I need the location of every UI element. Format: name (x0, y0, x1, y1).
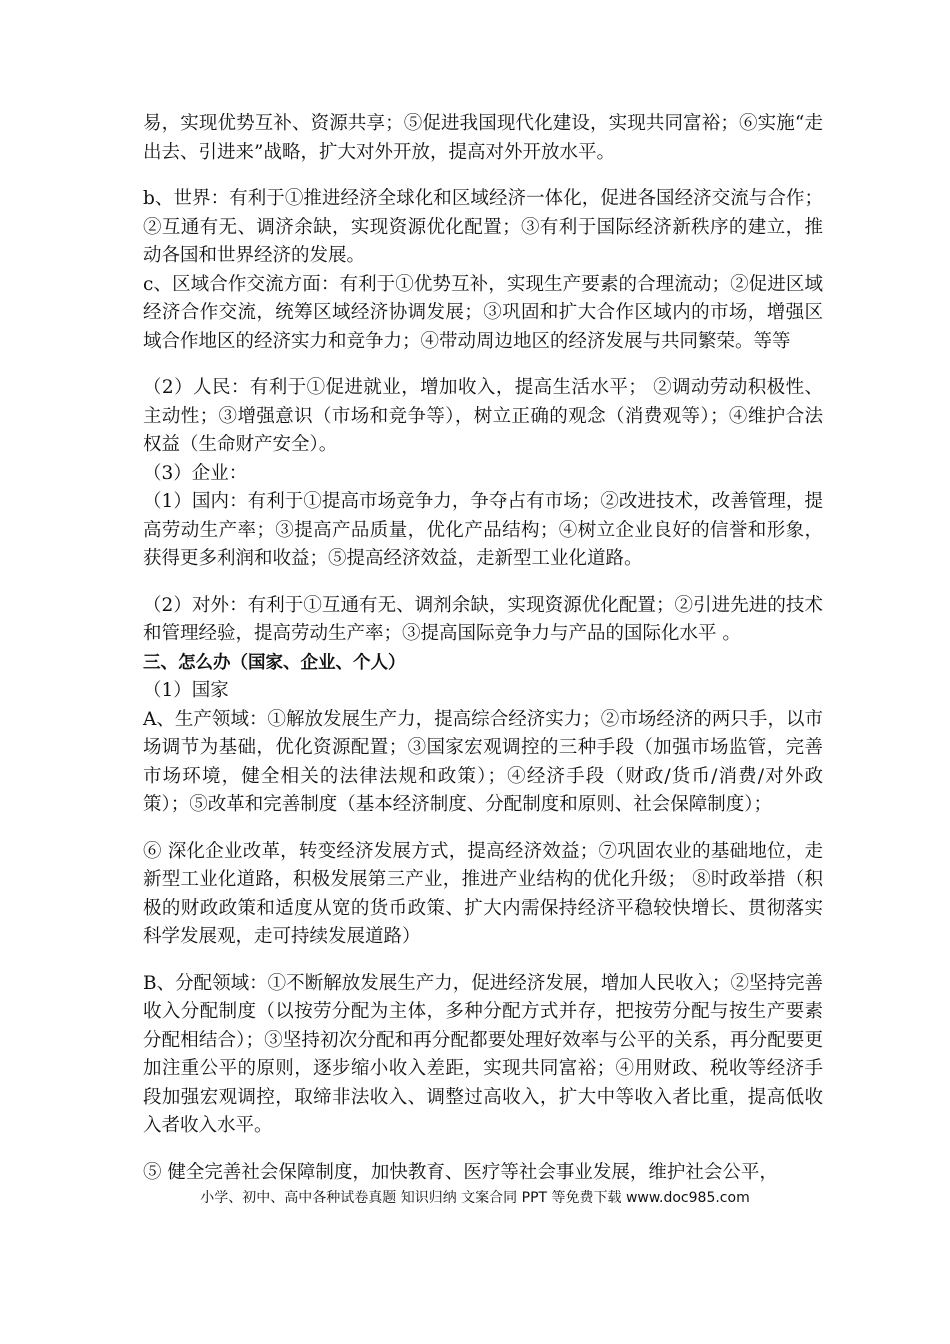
paragraph-reform-measures: ⑥ 深化企业改革，转变经济发展方式，提高经济效益；⑦巩固农业的基础地位，走新型工业化道路，积极发展第三产业，推进产业结构的优化升级； ⑧时政举措（积极的财政政策和适度从宽的货币政策、扩大内需保持经济平稳较快增长、贯彻落实科学发展观，走可持续发展道路） (143, 840, 823, 947)
paragraph-enterprise-foreign: （2）对外：有利于①互通有无、调剂余缺，实现资源优化配置；②引进先进的技术和管理经验，提高劳动生产率；③提高国际竞争力与产品的国际化水平 。 (143, 594, 823, 644)
document-body (143, 110, 823, 1187)
paragraph-social-security: ⑤ 健全完善社会保障制度，加快教育、医疗等社会事业发展，维护社会公平， (143, 1161, 778, 1183)
section-heading-what-to-do: 三、怎么办（国家、企业、个人） (143, 652, 406, 673)
paragraph-production-field: A、生产领域：①解放发展生产力，提高综合经济实力；②市场经济的两只手，以市场调节为基础，优化资源配置；③国家宏观调控的三种手段（加强市场监管，完善市场环境，健全相关的法律法规和政策）；④经济手段（财政/货币/消费/对外政策）；⑤改革和完善制度（基本经济制度、分配制度和原则、社会保障制度）； (143, 708, 823, 815)
paragraph-distribution-field: B、分配领域：①不断解放发展生产力，促进经济发展，增加人民收入；②坚持完善收入分配制度（以按劳分配为主体，多种分配方式并存，把按劳分配与按生产要素分配相结合）；③坚持初次分配和再分配都要处理好效率与公平的关系，再分配要更加注重公平的原则，逐步缩小收入差距，实现共同富裕；④用财政、税收等经济手段加强宏观调控，取缔非法收入、调整过高收入，扩大中等收入者比重，提高低收入者收入水平。 (143, 972, 823, 1136)
paragraph-opening-continuation: 易，实现优势互补、资源共享；⑤促进我国现代化建设，实现共同富裕；⑥实施“走出去、引进来”战略，扩大对外开放，提高对外开放水平。 (143, 113, 823, 163)
page-footer: 小学、初中、高中各种试卷真题 知识归纳 文案合同 PPT 等免费下载 www.doc985.com (200, 1190, 750, 1206)
paragraph-state-label: （1）国家 (143, 680, 229, 701)
paragraph-regional-cooperation: c、区域合作交流方面：有利于①优势互补，实现生产要素的合理流动；②促进区域经济合作交流，统筹区域经济协调发展；③巩固和扩大合作区域内的市场，增强区域合作地区的经济实力和竞争力；④带动周边地区的经济发展与共同繁荣。等等 (143, 273, 823, 352)
paragraph-world-benefits: b、世界：有利于①推进经济全球化和区域经济一体化，促进各国经济交流与合作；②互通有无、调济余缺，实现资源优化配置；③有利于国际经济新秩序的建立，推动各国和世界经济的发展。 (143, 188, 823, 266)
paragraph-people-benefits: （2）人民：有利于①促进就业，增加收入，提高生活水平； ②调动劳动积极性、主动性；③增强意识（市场和竞争等），树立正确的观念（消费观等）；④维护合法权益（生命财产安全）。 (143, 377, 823, 455)
paragraph-enterprise-label: （3）企业： (143, 462, 248, 484)
paragraph-enterprise-domestic: （1）国内：有利于①提高市场竞争力，争夺占有市场；②改进技术，改善管理，提高劳动生产率；③提高产品质量，优化产品结构；④树立企业良好的信誉和形象，获得更多利润和收益；⑤提高经济效益，走新型工业化道路。 (143, 491, 823, 569)
